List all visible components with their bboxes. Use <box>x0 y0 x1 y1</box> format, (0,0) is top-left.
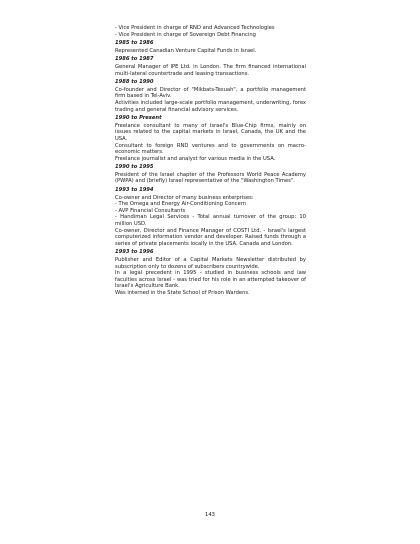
paragraph: Freelance journalist and analyst for various media in the USA. <box>115 155 276 162</box>
date-heading: 1986 to 1987 <box>115 55 154 62</box>
page-number: 143 <box>205 512 215 518</box>
paragraph: Represented Canadian Venture Capital Funds in Israel. <box>115 47 257 54</box>
paragraph: President of the Israel chapter of the Professors World Peace Academy (PWPA) and (briefly) Israel representative of the "Washington Times". <box>115 171 306 185</box>
list-item: - AVP Financial Consultants <box>115 207 186 214</box>
date-heading: 1990 to Present <box>115 114 162 121</box>
list-item: - Vice President in charge of Sovereign Debt Financing <box>115 31 256 38</box>
date-heading: 1993 to 1994 <box>115 186 154 193</box>
paragraph: Consultant to foreign RND ventures and to governments on macro-economic matters. <box>115 142 306 156</box>
date-heading: 1985 to 1986 <box>115 39 154 46</box>
list-item: - Vice President in charge of RND and Advanced Technologies <box>115 25 275 31</box>
date-heading: 1993 to 1996 <box>115 248 154 255</box>
paragraph: In a legal precedent in 1995 - studied in business schools and law faculties across Israel - was tried for his role in an attempted takeover of Israel's Agriculture Bank. <box>115 270 306 290</box>
resume-page-content <box>115 25 306 297</box>
paragraph: General Manager of IPE Ltd. in London. The firm financed international multi-lateral countertrade and leasing transactions. <box>115 63 306 77</box>
paragraph: Freelance consultant to many of Israel's Blue-Chip firms, mainly on issues related to the capital markets in Israel, Canada, the UK and the USA. <box>115 122 306 142</box>
paragraph: Co-owner and Director of many business enterprises: <box>115 194 254 201</box>
date-heading: 1988 to 1990 <box>115 78 154 85</box>
list-item: - The Omega and Energy Air-Conditioning Concern <box>115 201 247 208</box>
paragraph: Publisher and Editor of a Capital Markets Newsletter distributed by subscription only to dozens of subscribers countrywide. <box>115 257 306 270</box>
date-heading: 1990 to 1995 <box>115 163 154 170</box>
list-item: - Handiman Legal Services - Total annual turnover of the group: 10 million USD. <box>115 214 306 228</box>
paragraph: Co-owner, Director and Finance Manager of COSTI Ltd. - Israel's largest computerized information vendor and developer. Raised funds through a series of private placements locally in the USA, Canada and London. <box>115 227 306 247</box>
paragraph: Co-founder and Director of "Mikbats-Tesuah", a portfolio management firm based in Tel-Aviv. <box>115 86 306 100</box>
paragraph: Activities included large-scale portfolio management, underwriting, forex trading and general financial advisory services. <box>115 99 306 113</box>
paragraph: Was interned in the State School of Prison Wardens. <box>115 289 250 296</box>
